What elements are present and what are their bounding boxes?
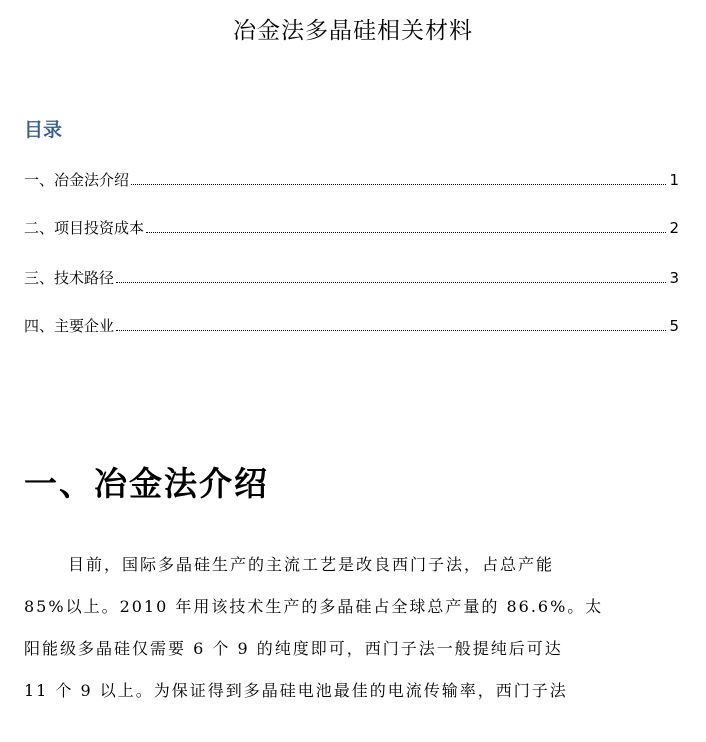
toc-entry-3[interactable]	[24, 264, 679, 288]
toc-heading: 目录	[24, 119, 63, 141]
toc-leader-dots	[116, 329, 666, 331]
toc-entry-2[interactable]	[24, 214, 679, 238]
toc-entry-page: 2	[669, 219, 679, 237]
toc-entry-page: 1	[669, 171, 679, 189]
toc-entry-1[interactable]	[24, 166, 679, 190]
paragraph-line: 11 个 9 以上。为保证得到多晶硅电池最佳的电流传输率，西门子法	[24, 681, 568, 700]
paragraph-line: 目前，国际多晶硅生产的主流工艺是改良西门子法，占总产能	[68, 555, 555, 574]
toc-entry-label: 二、项目投资成本	[24, 219, 145, 237]
toc-entry-4[interactable]	[24, 312, 679, 336]
section-heading: 一、冶金法介绍	[24, 464, 269, 503]
toc-entry-page: 5	[669, 317, 679, 335]
toc-leader-dots	[146, 231, 666, 233]
toc-entry-label: 三、技术路径	[24, 269, 115, 287]
section-paragraph	[24, 544, 680, 712]
toc-leader-dots	[131, 183, 666, 185]
toc-entry-page: 3	[669, 269, 679, 287]
document-title: 冶金法多晶硅相关材料	[233, 18, 473, 44]
toc-entry-label: 四、主要企业	[24, 317, 115, 335]
paragraph-line: 85%以上。2010 年用该技术生产的多晶硅占全球总产量的 86.6%。太	[24, 597, 604, 616]
toc-leader-dots	[116, 281, 666, 283]
paragraph-line: 阳能级多晶硅仅需要 6 个 9 的纯度即可，西门子法一般提纯后可达	[24, 639, 563, 658]
toc-entry-label: 一、冶金法介绍	[24, 171, 130, 189]
